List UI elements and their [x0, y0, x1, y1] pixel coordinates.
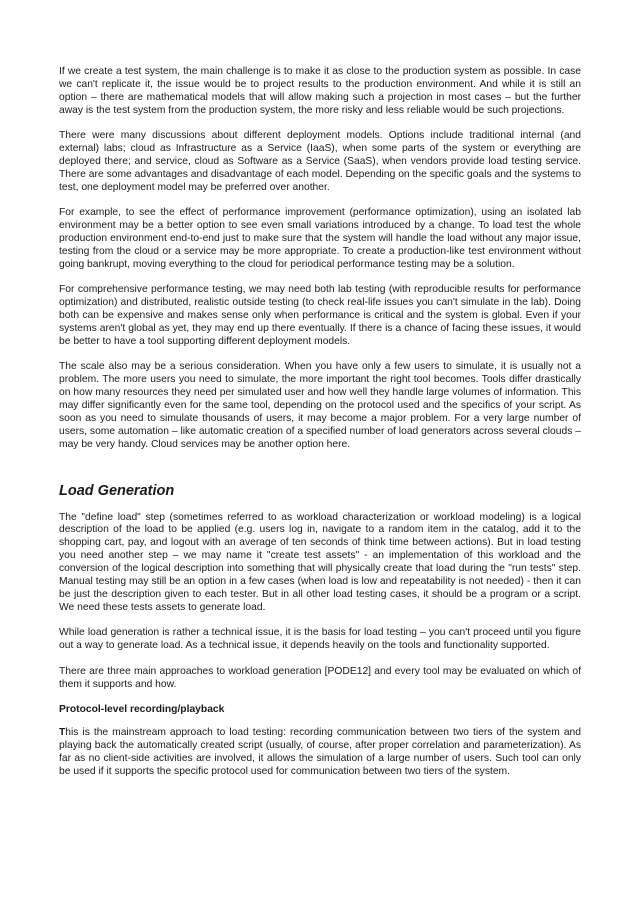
subheading-protocol-level: Protocol-level recording/playback [59, 703, 225, 715]
paragraph-deployment-models: There were many discussions about different deployment models. Options include traditional internal (and external) labs; cloud as Infrastructure as a Service (IaaS), when some parts of the system or everything are deployed there; and service, cloud as Software as a Service (SaaS), when vendors provide load testing service. There are some advantages and disadvantage of each model. Depending on the specific goals and the systems to test, one deployment model may be preferred over another. [59, 130, 581, 193]
document-page [59, 66, 581, 791]
paragraph-example: For example, to see the effect of performance improvement (performance optimization), using an isolated lab environment may be a better option to see even small variations introduced by a change. To load test the whole production environment end-to-end just to make sure that the system will handle the load without any major issue, testing from the cloud or a service may be more appropriate. To create a production-like test environment without going bankrupt, moving everything to the cloud for periodical performance testing may be a solution. [59, 207, 581, 270]
paragraph-three-approaches: There are three main approaches to workload generation [PODE12] and every tool may be evaluated on which of them it supports and how. [59, 665, 581, 690]
paragraph-define-load: The "define load" step (sometimes referred to as workload characterization or workload modeling) is a logical description of the load to be applied (e.g. users log in, navigate to a random item in the catalog, add it to the shopping cart, pay, and logout with an average of ten seconds of think time between actions). But in load testing you need another step – we may name it "create test assets" - an implementation of this workload and the conversion of the logical description into something that will physically create that load during the "run tests" step. Manual testing may still be an option in a few cases (when load is low and repeatability is not needed) - then it can be just the description given to each tester. But in all other load testing cases, it should be a program or a script. We need these tests assets to generate load. [59, 511, 581, 613]
section-heading-load-generation: Load Generation [59, 482, 175, 499]
lead-letter: T [59, 726, 66, 738]
paragraph-technical-issue: While load generation is rather a technical issue, it is the basis for load testing – you can't proceed until you figure out a way to generate load. As a technical issue, it depends heavily on the tools and functionality supported. [59, 627, 581, 652]
paragraph-scale: The scale also may be a serious consideration. When you have only a few users to simulate, it is usually not a problem. The more users you need to simulate, the more important the right tool becomes. Tools differ drastically on how many resources they need per simulated user and how well they handle large volumes of information. This may differ significantly even for the same tool, depending on the protocol used and the specifics of your script. As soon as you need to simulate thousands of users, it may become a major problem. For a very large number of users, some automation – like automatic creation of a specified number of load generators across several clouds – may be very handy. Cloud services may be another option here. [59, 361, 581, 450]
paragraph-mainstream-approach [59, 727, 581, 779]
paragraph-test-system: If we create a test system, the main challenge is to make it as close to the production system as possible. In case we can't replicate it, the issue would be to project results to the production environment. And while it is still an option – there are mathematical models that will allow making such a projection in most cases – but the further away is the test system from the production system, the more risky and less reliable would be such projections. [59, 66, 581, 116]
paragraph-comprehensive-testing: For comprehensive performance testing, we may need both lab testing (with reproducible results for performance optimization) and distributed, realistic outside testing (to check real-life issues you can't simulate in the lab). Doing both can be expensive and makes sense only when performance is critical and the system is global. Even if your systems aren't global as yet, they may end up there eventually. If there is a chance of facing these issues, it would be better to have a tool supporting different deployment models. [59, 284, 581, 347]
paragraph-body: his is the mainstream approach to load testing: recording communication between two tiers of the system and playing back the automatically created script (usually, of course, after proper correlation and parameterization). As far as no client-side activities are involved, it allows the simulation of a large number of users. Such tool can only be used if it supports the specific protocol used for communication between two tiers of the system. [59, 726, 581, 777]
